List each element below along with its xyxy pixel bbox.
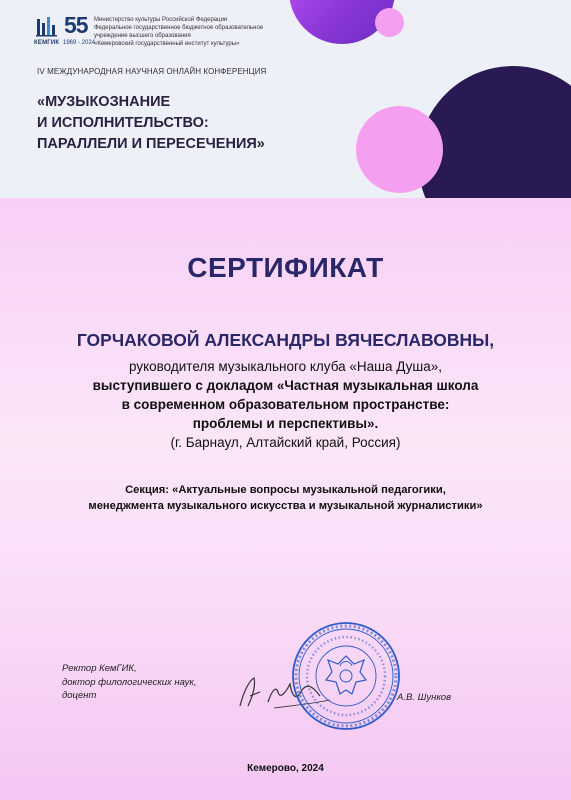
rector-line: доцент [62,690,97,701]
report-line: выступившего с докладом «Частная музыкальная школа [92,378,479,393]
header-band [0,0,571,198]
ministry-line: Министерство культуры Российской Федерации [94,17,228,23]
section-line: Секция: «Актуальные вопросы музыкальной педагогики, [125,484,446,496]
decor-circle-pink [356,106,443,193]
rector-line: Ректор КемГИК, [62,663,137,674]
recipient-name: ГОРЧАКОВОЙ АЛЕКСАНДРЫ ВЯЧЕСЛАВОВНЫ, [76,330,495,350]
kemgik-emblem-icon [36,15,58,37]
logo-years: 1969 - 2024 [63,40,96,46]
ministry-line: «Кемеровский государственный институт культуры» [94,41,240,47]
signer-name: А.В. Шунков [397,692,452,703]
decor-circle-small-pink [375,8,404,37]
title-line: «МУЗЫКОЗНАНИЕ [37,94,171,110]
certificate-heading: СЕРТИФИКАТ [187,252,384,283]
ministry-line: Федеральное государственное бюджетное образовательное [94,25,264,31]
decor-circle-dark [418,66,571,198]
official-seal [290,620,402,732]
ministry-line: учреждение высшего образования [94,33,191,39]
section-line: менеджмента музыкального искусства и музыкальной журналистики» [88,499,483,512]
certificate-body [0,357,571,452]
conference-title [37,92,265,155]
city-year: Кемерово, 2024 [247,763,324,774]
title-line: ПАРАЛЛЕЛИ И ПЕРЕСЕЧЕНИЯ» [37,136,265,152]
rector-line: доктор филологических наук, [62,676,197,688]
report-line: в современном образовательном пространстве: [121,397,450,412]
recipient-location: (г. Барнаул, Алтайский край, Россия) [170,435,401,450]
recipient-position: руководителя музыкального клуба «Наша Душа», [128,359,443,374]
report-line: проблемы и перспективы». [192,416,379,431]
logo-anniversary: 55 [64,12,88,38]
rector-title [62,662,196,703]
logo-abbr: КЕМГИК [34,40,60,46]
title-line: И ИСПОЛНИТЕЛЬСТВО: [37,115,209,131]
ministry-text [94,16,263,48]
conference-label: IV МЕЖДУНАРОДНАЯ НАУЧНАЯ ОНЛАЙН КОНФЕРЕНЦИЯ [37,67,267,76]
section-text [0,483,571,514]
